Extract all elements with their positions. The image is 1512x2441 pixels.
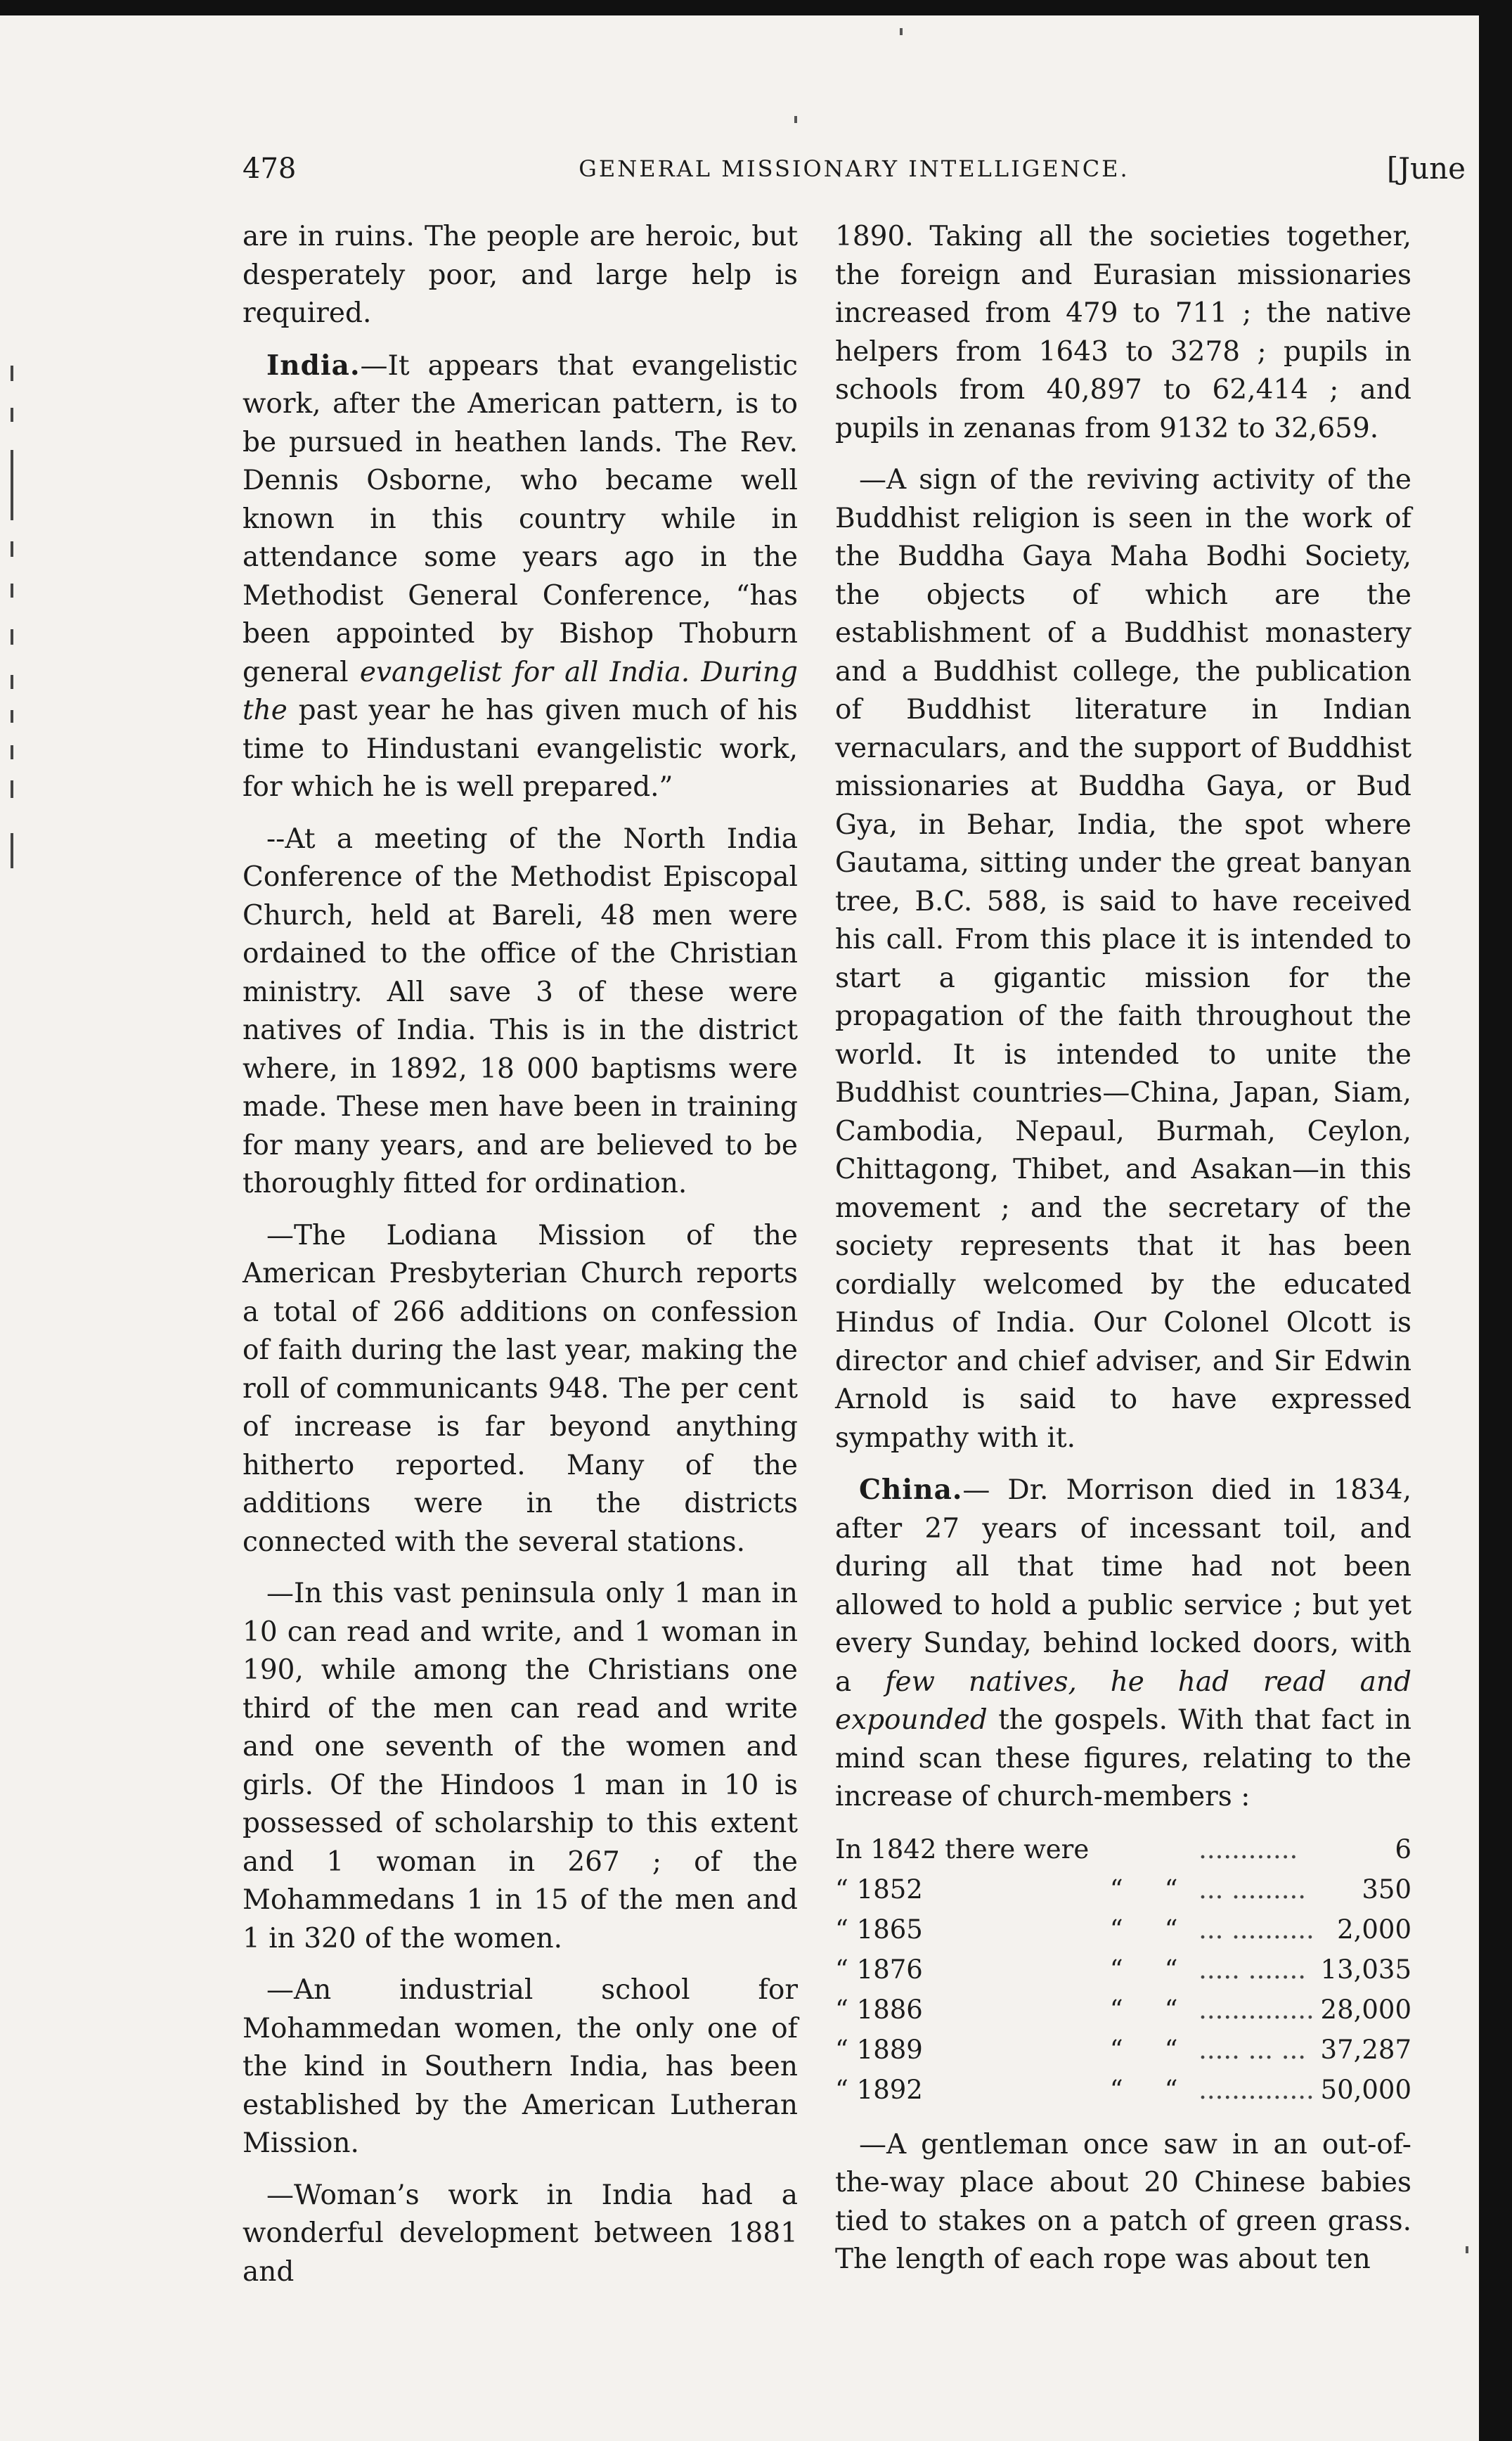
table-cell-value: 37,287 xyxy=(1320,2034,1411,2065)
left-column xyxy=(243,218,798,2305)
table-cell-value: 350 xyxy=(1362,1874,1411,1905)
paragraph-india: India.—It appears that evangelistic work, after the American pattern, is to be pursued in heathen lands. The Rev. Dennis Osborne, who became well known in this country while in attendance some years ago in the Methodist General Conference, “has been appointed by Bishop Thoburn general evangelist for all India. During the past year he has given much of his time to Hindustani evangelistic work, for which he is well prepared.” xyxy=(243,349,798,803)
table-row: “ 1886 “ “ .............. 28,000 xyxy=(835,1990,1411,2030)
table-row: In 1842 there were ............ 6 xyxy=(835,1830,1411,1870)
page-header xyxy=(243,144,1466,193)
table-cell-year: “ 1865 xyxy=(835,1914,923,1945)
table-cell-year: “ 1852 xyxy=(835,1874,923,1905)
table-cell-value: 50,000 xyxy=(1320,2074,1411,2105)
margin-mark xyxy=(11,450,13,520)
margin-mark xyxy=(11,745,13,759)
margin-mark xyxy=(11,710,13,723)
table-cell-value: 2,000 xyxy=(1337,1914,1411,1945)
scan-speck xyxy=(1466,2246,1468,2253)
paragraph: —A sign of the reviving activity of the Buddhist religion is seen in the work of the Buddha Gaya Maha Bodhi Society, the objects of which are the establishment of a Buddhist monastery and a Buddhist college, the publication of Buddhist literature in Indian vernaculars, and the support of Buddhist missionaries at Buddha Gaya, or Bud Gya, in Behar, India, the spot where Gautama, sitting under the great banyan tree, B.C. 588, is said to have received his call. From this place it is intended to start a gigantic mission for the propagation of the faith throughout the world. It is intended to unite the Buddhist countries—China, Japan, Siam, Cambodia, Nepaul, Burmah, Ceylon, Chittagong, Thibet, and Asakan—in this movement ; and the secretary of the society represents that it has been cordially welcomed by the educated Hindus of India. Our Colonel Olcott is director and chief adviser, and Sir Edwin Arnold is said to have expressed sympathy with it. xyxy=(835,464,1411,1454)
table-cell-year: In 1842 there were xyxy=(835,1834,1090,1864)
scan-speck xyxy=(900,28,903,35)
table-row: “ 1865 “ “ ... .......... 2,000 xyxy=(835,1910,1411,1950)
right-column xyxy=(835,218,1411,2293)
paragraph: --At a meeting of the North India Conference of the Methodist Episcopal Church, held at Bareli, 48 men were ordained to the office of the Christian ministry. All save 3 of these were natives of India. This is in the district where, in 1892, 18 000 baptisms were made. These men have been in training for many years, and are believed to be thoroughly fitted for ordination. xyxy=(243,823,798,1199)
margin-mark xyxy=(11,780,13,798)
table-row: “ 1892 “ “ .............. 50,000 xyxy=(835,2070,1411,2111)
margin-mark xyxy=(11,541,13,557)
table-row: “ 1852 “ “ ... ......... 350 xyxy=(835,1870,1411,1910)
margin-mark xyxy=(11,584,13,598)
table-cell-value: 6 xyxy=(1395,1834,1411,1864)
scan-top-border xyxy=(0,0,1512,15)
paragraph: —An industrial school for Mohammedan women, the only one of the kind in Southern India, has been established by the American Lutheran Mission. xyxy=(243,1974,798,2159)
church-members-table xyxy=(835,1830,1411,2111)
header-month: [June xyxy=(1386,151,1466,186)
page-number: 478 xyxy=(243,153,297,185)
scan-right-border xyxy=(1479,0,1512,2441)
table-row: “ 1889 “ “ ..... ... ... 37,287 xyxy=(835,2030,1411,2070)
table-row: “ 1876 “ “ ..... ....... 13,035 xyxy=(835,1950,1411,1990)
paragraph: —The Lodiana Mission of the American Presbyterian Church reports a total of 266 additions on confession of faith during the last year, making the roll of communicants 948. The per cent of increase is far beyond anything hitherto reported. Many of the additions were in the districts connected with the several stations. xyxy=(243,1219,798,1558)
paragraph: —In this vast peninsula only 1 man in 10 can read and write, and 1 woman in 190, while among the Christians one third of the men can read and write and one seventh of the women and girls. Of the Hindoos 1 man in 10 is possessed of scholarship to this extent and 1 woman in 267 ; of the Mohammedans 1 in 15 of the men and 1 in 320 of the women. xyxy=(243,1578,798,1954)
margin-mark xyxy=(11,629,13,645)
paragraph: are in ruins. The people are heroic, but desperately poor, and large help is required. xyxy=(243,221,798,329)
running-head: GENERAL MISSIONARY INTELLIGENCE. xyxy=(579,155,1130,182)
table-cell-year: “ 1892 xyxy=(835,2074,923,2105)
section-heading-india: India. xyxy=(266,349,361,382)
scan-speck xyxy=(794,116,797,123)
paragraph-china: China.— Dr. Morrison died in 1834, after 27 years of incessant toil, and during all that time had not been allowed to hold a public service ; but yet every Sunday, behind locked doors, with a few natives, he had read and expounded the gospels. With that fact in mind scan these figures, relating to the increase of church-members : xyxy=(835,1474,1411,1812)
table-cell-year: “ 1889 xyxy=(835,2034,923,2065)
paragraph: 1890. Taking all the societies together, the foreign and Eurasian missionaries increased from 479 to 711 ; the native helpers from 1643 to 3278 ; pupils in schools from 40,897 to 62,414 ; and pupils in zenanas from 9132 to 32,659. xyxy=(835,221,1411,444)
margin-mark xyxy=(11,833,13,868)
paragraph: —A gentleman once saw in an out-of-the-way place about 20 Chinese babies tied to stakes on a patch of green grass. The length of each rope was about ten xyxy=(835,2128,1411,2275)
table-cell-year: “ 1876 xyxy=(835,1954,923,1985)
margin-mark xyxy=(11,366,13,381)
table-cell-value: 28,000 xyxy=(1320,1994,1411,2025)
table-cell-year: “ 1886 xyxy=(835,1994,923,2025)
table-cell-value: 13,035 xyxy=(1320,1954,1411,1985)
section-heading-china: China. xyxy=(859,1474,963,1506)
margin-mark xyxy=(11,675,13,689)
paragraph: —Woman’s work in India had a wonderful development between 1881 and xyxy=(243,2179,798,2288)
margin-mark xyxy=(11,408,13,422)
